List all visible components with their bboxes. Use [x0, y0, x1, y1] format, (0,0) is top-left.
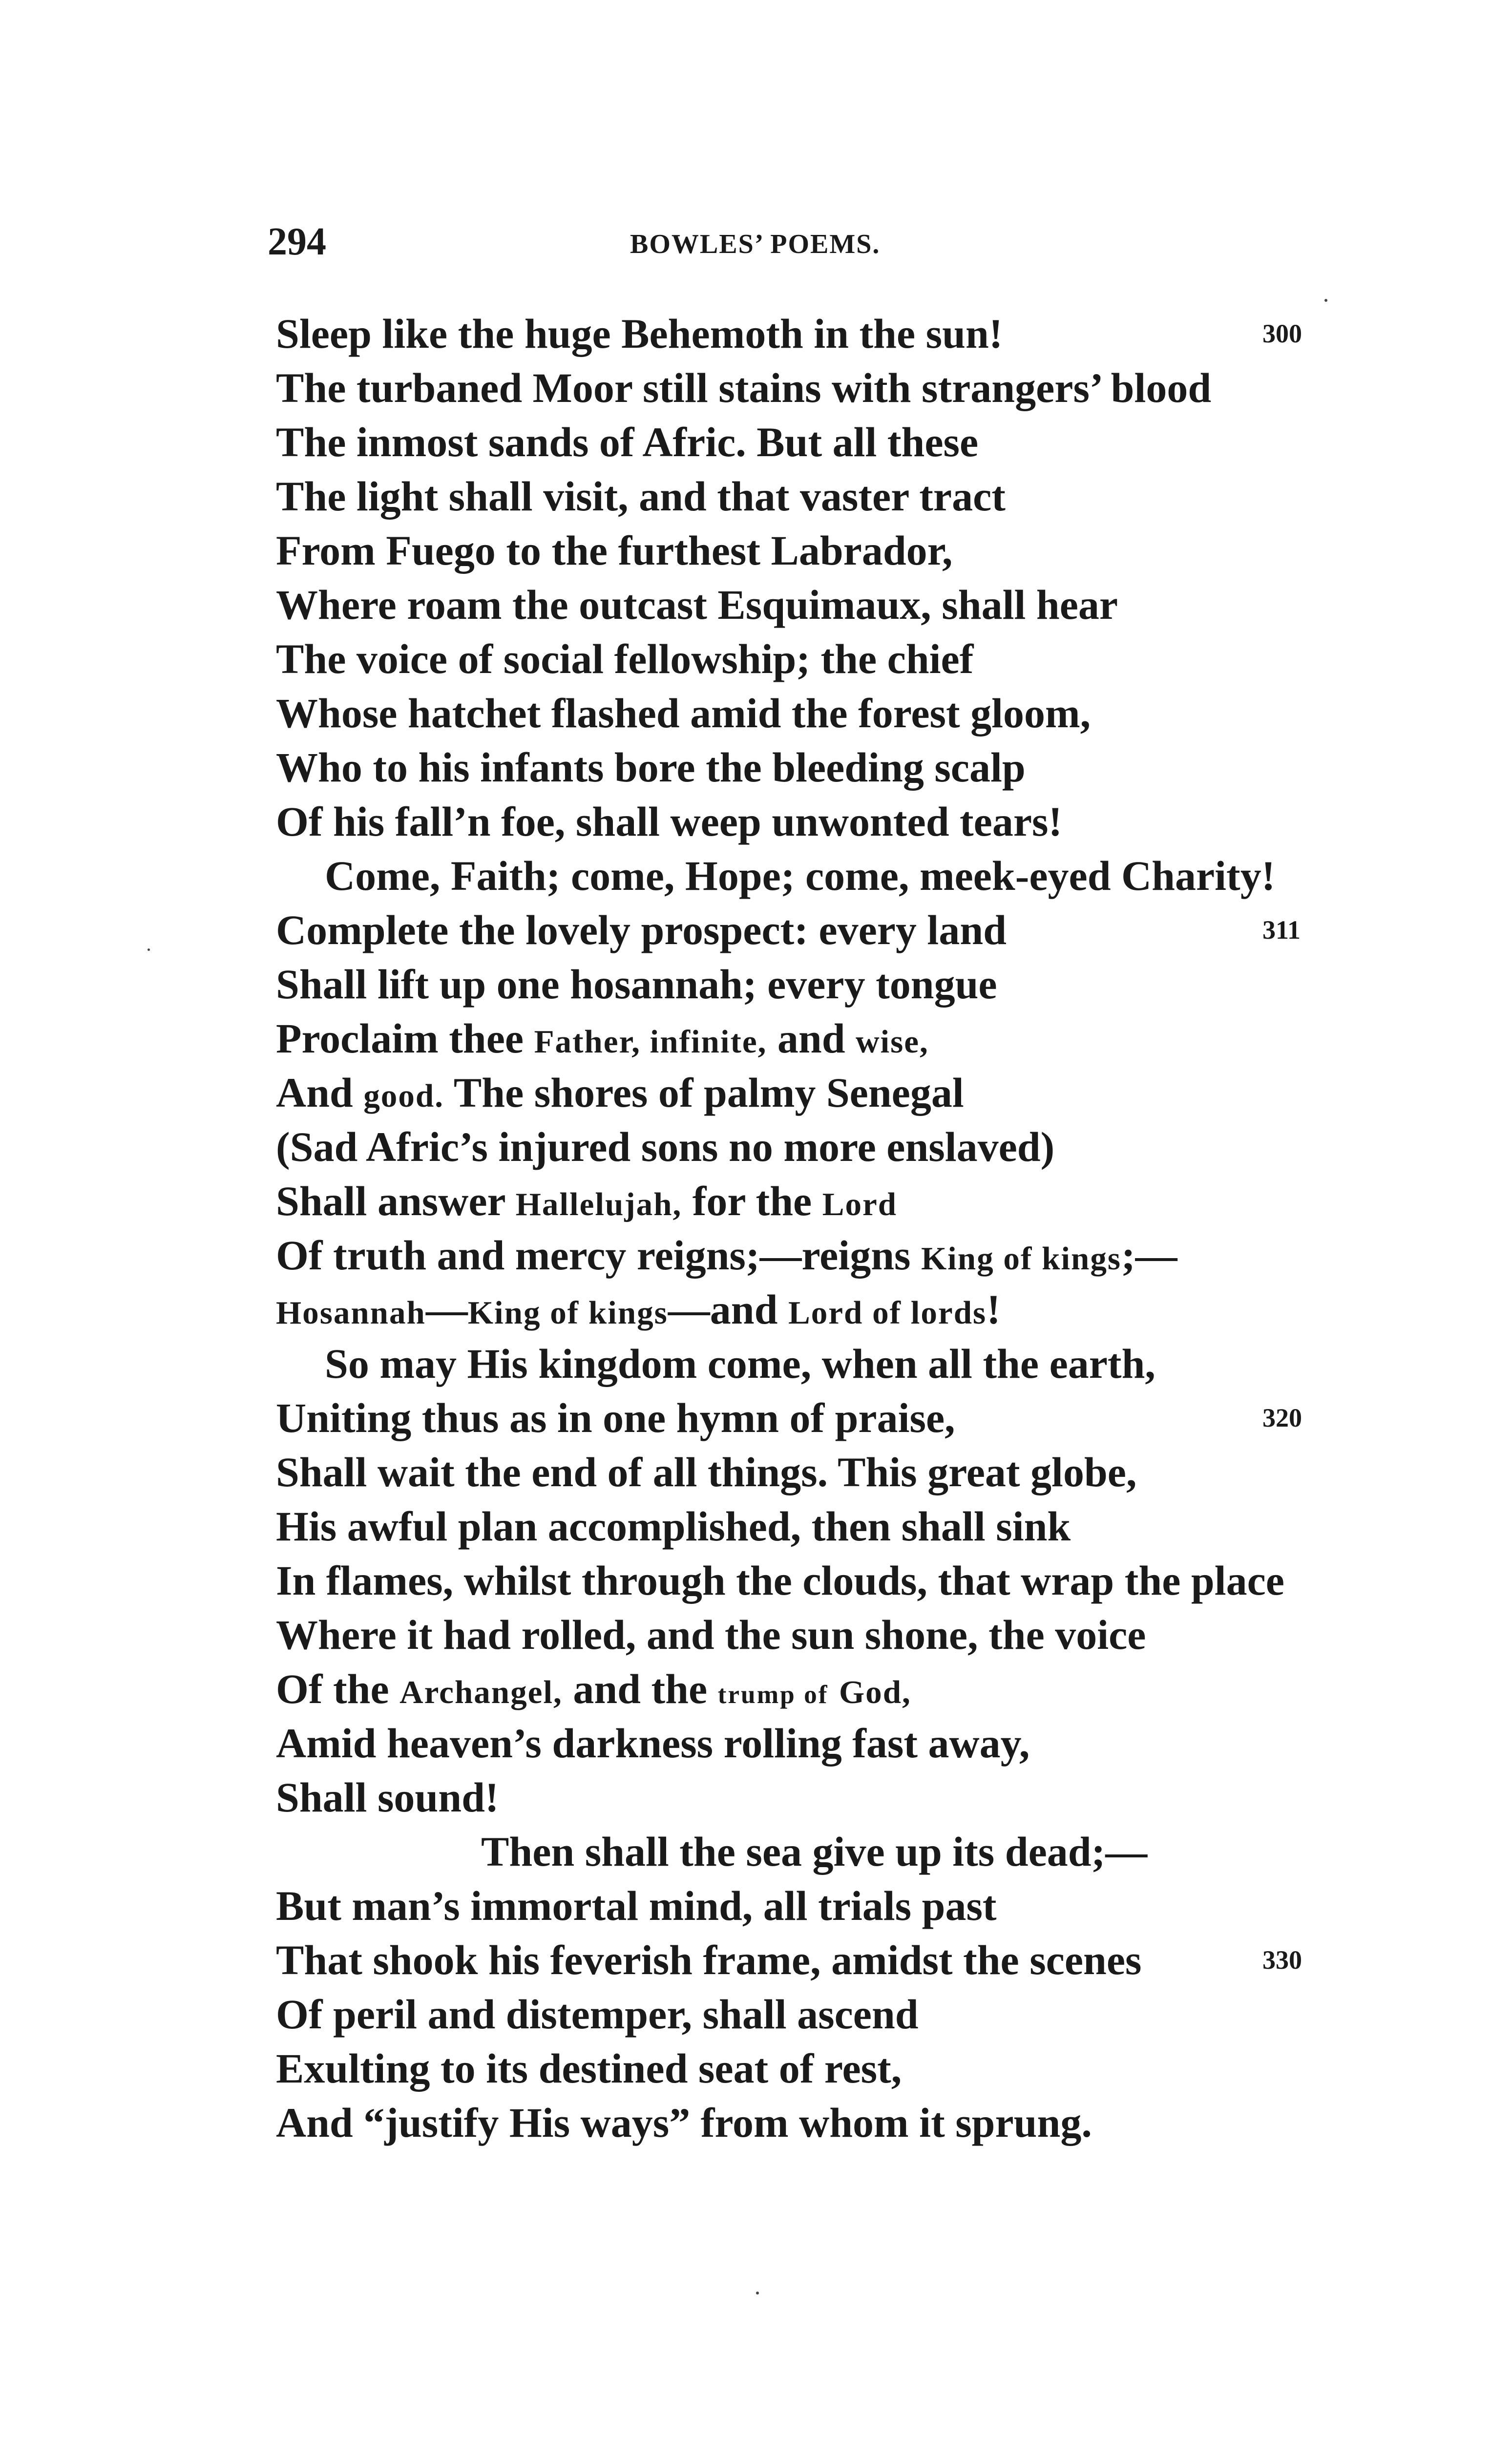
- line-text: Shall answer: [276, 1178, 516, 1224]
- poem-line: In flames, whilst through the clouds, that wrap the place: [276, 1557, 1284, 1604]
- line-text: and: [767, 1015, 856, 1062]
- line-text: !: [987, 1286, 1001, 1333]
- poem-line: The light shall visit, and that vaster tract: [276, 473, 1006, 520]
- line-text: Sleep like the huge Behemoth in the sun!: [276, 310, 1003, 357]
- line-number: 311: [1262, 915, 1301, 945]
- small-caps-text: Archangel,: [399, 1674, 563, 1710]
- small-caps-text: God,: [839, 1674, 911, 1710]
- poem-line: So may His kingdom come, when all the earth,: [325, 1340, 1155, 1387]
- small-caps-text: Lord: [822, 1186, 898, 1222]
- poem-line: Shall lift up one hosannah; every tongue: [276, 961, 997, 1008]
- small-caps-text: Father, infinite,: [534, 1023, 767, 1060]
- line-text: [829, 1665, 840, 1712]
- line-text: —: [425, 1286, 468, 1333]
- ink-speck: [756, 2292, 759, 2295]
- running-title: BOWLES’ POEMS.: [630, 229, 881, 259]
- poem-line: The turbaned Moor still stains with strangers’ blood: [276, 364, 1212, 411]
- poem-line: The inmost sands of Afric. But all these: [276, 419, 979, 465]
- poem-line: Come, Faith; come, Hope; come, meek-eyed Charity!: [325, 852, 1276, 899]
- poem-line: And “justify His ways” from whom it sprung.: [276, 2099, 1092, 2146]
- page-number: 294: [268, 220, 326, 263]
- small-caps-text: trump of: [717, 1680, 829, 1709]
- line-text: and the: [562, 1665, 718, 1712]
- ink-speck: [1324, 299, 1327, 302]
- poem-line: The voice of social fellowship; the chief: [276, 635, 974, 682]
- poem-line: [276, 1228, 1399, 1283]
- poem-line: Then shall the sea give up its dead;—: [481, 1828, 1148, 1875]
- poem-line: [276, 1391, 1399, 1445]
- small-caps-text: King of kings: [921, 1240, 1121, 1277]
- poem-line: Whose hatchet flashed amid the forest gloom,: [276, 690, 1091, 737]
- ink-speck: [147, 948, 150, 951]
- poem-line: (Sad Afric’s injured sons no more enslaved): [276, 1123, 1055, 1170]
- line-number: 300: [1262, 319, 1302, 348]
- line-text: The shores of palmy Senegal: [443, 1069, 964, 1116]
- poem-line: Where it had rolled, and the sun shone, the voice: [276, 1611, 1146, 1658]
- line-text: for the: [682, 1178, 822, 1224]
- line-text: Complete the lovely prospect: every land: [276, 906, 1007, 953]
- poem-line: Of peril and distemper, shall ascend: [276, 1991, 919, 2038]
- poem-line: Who to his infants bore the bleeding scalp: [276, 744, 1026, 791]
- line-text: —and: [668, 1286, 788, 1333]
- poem-line: Shall wait the end of all things. This great globe,: [276, 1449, 1137, 1495]
- small-caps-text: Hallelujah,: [515, 1186, 682, 1222]
- poem-line: [276, 1011, 1399, 1066]
- line-number: 320: [1262, 1403, 1302, 1432]
- line-text: Of truth and mercy reigns;—reigns: [276, 1232, 921, 1279]
- poem-line: [276, 1174, 1399, 1228]
- line-text: Of the: [276, 1665, 400, 1712]
- small-caps-text: good.: [363, 1077, 444, 1114]
- poem-line: [276, 1066, 1399, 1120]
- line-number: 330: [1262, 1945, 1302, 1975]
- line-text: And: [276, 1069, 364, 1116]
- poem-line: Of his fall’n foe, shall weep unwonted tears!: [276, 798, 1063, 845]
- poem-line: [276, 1933, 1399, 1987]
- line-text: Uniting thus as in one hymn of praise,: [276, 1394, 955, 1441]
- small-caps-text: King of kings: [467, 1294, 668, 1331]
- line-text: ;—: [1121, 1232, 1177, 1279]
- line-text: That shook his feverish frame, amidst the scenes: [276, 1937, 1142, 1983]
- poem-line: [276, 307, 1399, 361]
- poem-line: [276, 903, 1399, 957]
- small-caps-text: Lord of lords: [788, 1294, 987, 1331]
- poem-line: Amid heaven’s darkness rolling fast away,: [276, 1720, 1030, 1767]
- poem-line: Where roam the outcast Esquimaux, shall hear: [276, 581, 1118, 628]
- poem-line: Exulting to its destined seat of rest,: [276, 2045, 902, 2092]
- poem-line: Shall sound!: [276, 1774, 499, 1821]
- poem-text: [276, 307, 1399, 2150]
- poem-line: [276, 1662, 1399, 1716]
- small-caps-text: Hosannah: [276, 1294, 426, 1331]
- small-caps-text: wise,: [856, 1023, 929, 1060]
- poem-line: But man’s immortal mind, all trials past: [276, 1882, 997, 1929]
- poem-line: His awful plan accomplished, then shall sink: [276, 1503, 1071, 1550]
- poem-line: From Fuego to the furthest Labrador,: [276, 527, 953, 574]
- poem-line: [276, 1283, 1399, 1337]
- line-text: Proclaim thee: [276, 1015, 534, 1062]
